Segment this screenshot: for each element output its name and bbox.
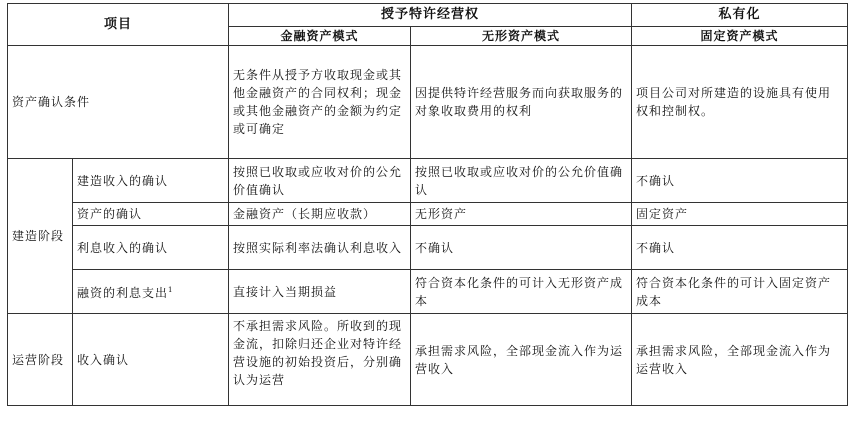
header-concession: 授予特许经营权 xyxy=(229,4,632,27)
row-revenue-recognition xyxy=(8,314,848,406)
row-label-financing-interest xyxy=(73,270,229,314)
cell-financial: 无条件从授予方收取现金或其他金融资产的合同权利；现金或其他金融资产的金额为约定或可确定 xyxy=(229,46,411,159)
row-label-construction-revenue: 建造收入的确认 xyxy=(73,159,229,203)
cell-financial: 按照实际利率法确认利息收入 xyxy=(229,226,411,270)
accounting-comparison-table xyxy=(7,3,848,406)
row-label-asset-recognition: 资产的确认 xyxy=(73,203,229,226)
row-label-revenue-recognition: 收入确认 xyxy=(73,314,229,406)
row-interest-income xyxy=(8,226,848,270)
cell-intangible: 不确认 xyxy=(411,226,632,270)
cell-financial-text: 不承担需求风险。所收到的现金流，扣除归还企业对特许经营设施的初始投资后，分别确认为运营 xyxy=(233,318,403,387)
cell-financial: 按照已收取或应收对价的公允价值确认 xyxy=(229,159,411,203)
cell-fixed: 符合资本化条件的可计入固定资产成本 xyxy=(632,270,848,314)
cell-financial: 直接计入当期损益 xyxy=(229,270,411,314)
row-label-recognition-conditions: 资产确认条件 xyxy=(8,46,229,159)
header-intangible-model: 无形资产模式 xyxy=(411,27,632,46)
cell-intangible: 承担需求风险，全部现金流入作为运营收入 xyxy=(411,314,632,406)
cell-fixed: 不确认 xyxy=(632,226,848,270)
footnote-mark: 1 xyxy=(168,286,173,294)
cell-fixed: 不确认 xyxy=(632,159,848,203)
cell-financial xyxy=(229,314,411,406)
header-private: 私有化 xyxy=(632,4,848,27)
cell-intangible: 符合资本化条件的可计入无形资产成本 xyxy=(411,270,632,314)
cell-fixed: 项目公司对所建造的设施具有使用权和控制权。 xyxy=(632,46,848,159)
row-construction-revenue xyxy=(8,159,848,203)
stage-label-operation: 运营阶段 xyxy=(8,314,73,406)
row-asset-recognition xyxy=(8,203,848,226)
header-fixed-model: 固定资产模式 xyxy=(632,27,848,46)
cell-fixed: 承担需求风险，全部现金流入作为运营收入 xyxy=(632,314,848,406)
row-label-financing-interest-text: 融资的利息支出 xyxy=(77,286,169,300)
header-item: 项目 xyxy=(8,4,229,46)
header-row-1 xyxy=(8,4,848,27)
cell-financial: 金融资产（长期应收款） xyxy=(229,203,411,226)
stage-label-construction: 建造阶段 xyxy=(8,159,73,314)
row-financing-interest xyxy=(8,270,848,314)
cell-intangible: 因提供特许经营服务而向获取服务的对象收取费用的权利 xyxy=(411,46,632,159)
cell-intangible: 无形资产 xyxy=(411,203,632,226)
row-recognition-conditions xyxy=(8,46,848,159)
header-financial-model: 金融资产模式 xyxy=(229,27,411,46)
cell-intangible: 按照已收取或应收对价的公允价值确认 xyxy=(411,159,632,203)
row-label-interest-income: 利息收入的确认 xyxy=(73,226,229,270)
cell-fixed: 固定资产 xyxy=(632,203,848,226)
